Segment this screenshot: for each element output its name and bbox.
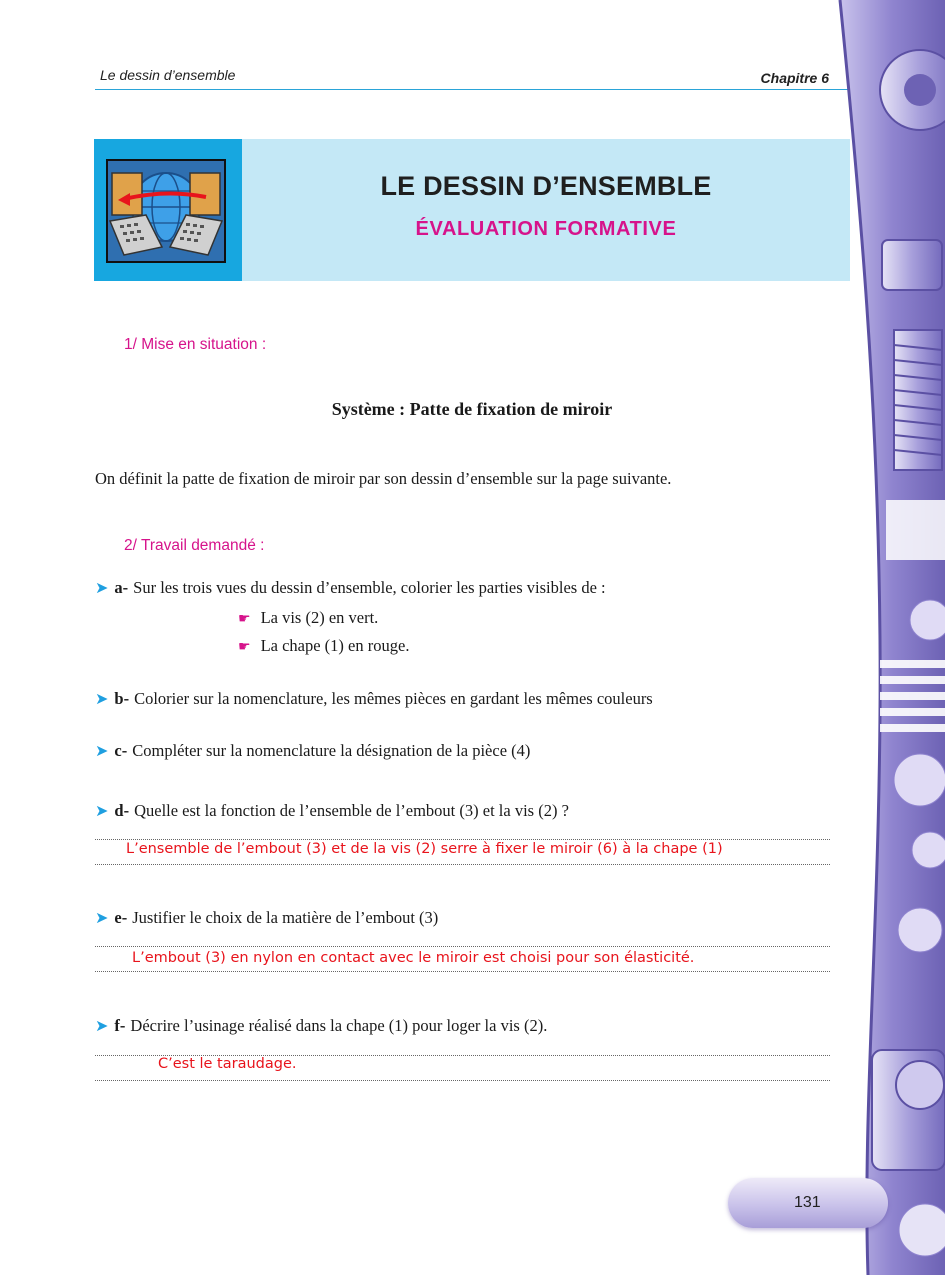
question-letter: d-: [114, 801, 130, 820]
question-text: Compléter sur la nomenclature la désignation de la pièce (4): [132, 741, 531, 760]
question-c: [95, 741, 530, 761]
question-letter: e-: [114, 908, 128, 927]
section-heading-mise-en-situation: 1/ Mise en situation :: [124, 336, 267, 353]
question-text: Sur les trois vues du dessin d’ensemble, colorier les parties visibles de :: [133, 578, 606, 597]
title-banner: [94, 139, 850, 281]
answer-line: [95, 864, 830, 865]
answer-line: [95, 946, 830, 947]
pointing-hand-icon: ☛: [238, 640, 251, 655]
question-letter: b-: [114, 689, 130, 708]
answer-f: C’est le taraudage.: [158, 1056, 297, 1072]
arrow-icon: ➤: [95, 803, 109, 820]
arrow-icon: ➤: [95, 743, 109, 760]
question-text: Justifier le choix de la matière de l’embout (3): [132, 908, 439, 927]
arrow-icon: ➤: [95, 1018, 109, 1035]
answer-line: [95, 971, 830, 972]
question-text: Décrire l’usinage réalisé dans la chape (1) pour loger la vis (2).: [130, 1016, 548, 1035]
arrow-icon: ➤: [95, 910, 109, 927]
question-b: [95, 689, 653, 709]
list-item: [238, 636, 409, 656]
question-f: [95, 1016, 547, 1036]
arrow-icon: ➤: [95, 580, 109, 597]
banner-icon-box: [94, 139, 242, 281]
question-letter: c-: [114, 741, 128, 760]
list-item-text: La vis (2) en vert.: [260, 608, 379, 627]
question-d: [95, 801, 569, 821]
answer-line: [95, 839, 830, 840]
arrow-icon: ➤: [95, 691, 109, 708]
question-letter: a-: [114, 578, 129, 597]
list-item-text: La chape (1) en rouge.: [260, 636, 410, 655]
answer-e: L’embout (3) en nylon en contact avec le miroir est choisi pour son élasticité.: [132, 950, 695, 966]
question-e: [95, 908, 438, 928]
question-text: Quelle est la fonction de l’ensemble de l’embout (3) et la vis (2) ?: [134, 801, 569, 820]
running-header-title: Le dessin d’ensemble: [100, 67, 236, 83]
banner-title: LE DESSIN D’ENSEMBLE: [380, 171, 712, 201]
question-a: [95, 578, 606, 598]
section-heading-travail-demande: 2/ Travail demandé :: [124, 537, 265, 554]
header-rule: [95, 89, 850, 90]
pointing-hand-icon: ☛: [238, 612, 251, 627]
decorative-mechanical-edge: [820, 0, 945, 1275]
banner-subtitle: ÉVALUATION FORMATIVE: [415, 218, 677, 240]
list-item: [238, 608, 378, 628]
answer-line: [95, 1080, 830, 1081]
page-number: 131: [794, 1194, 821, 1211]
intro-text: On définit la patte de fixation de miroir par son dessin d’ensemble sur la page suivante.: [95, 469, 672, 488]
answer-d: L’ensemble de l’embout (3) et de la vis (2) serre à fixer le miroir (6) à la chape (1): [126, 841, 723, 857]
system-title: Système : Patte de fixation de miroir: [331, 399, 613, 419]
chapter-label: Chapitre 6: [760, 70, 829, 86]
question-text: Colorier sur la nomenclature, les mêmes pièces en gardant les mêmes couleurs: [134, 689, 653, 708]
question-letter: f-: [114, 1016, 126, 1035]
networked-computers-icon: [106, 159, 226, 263]
